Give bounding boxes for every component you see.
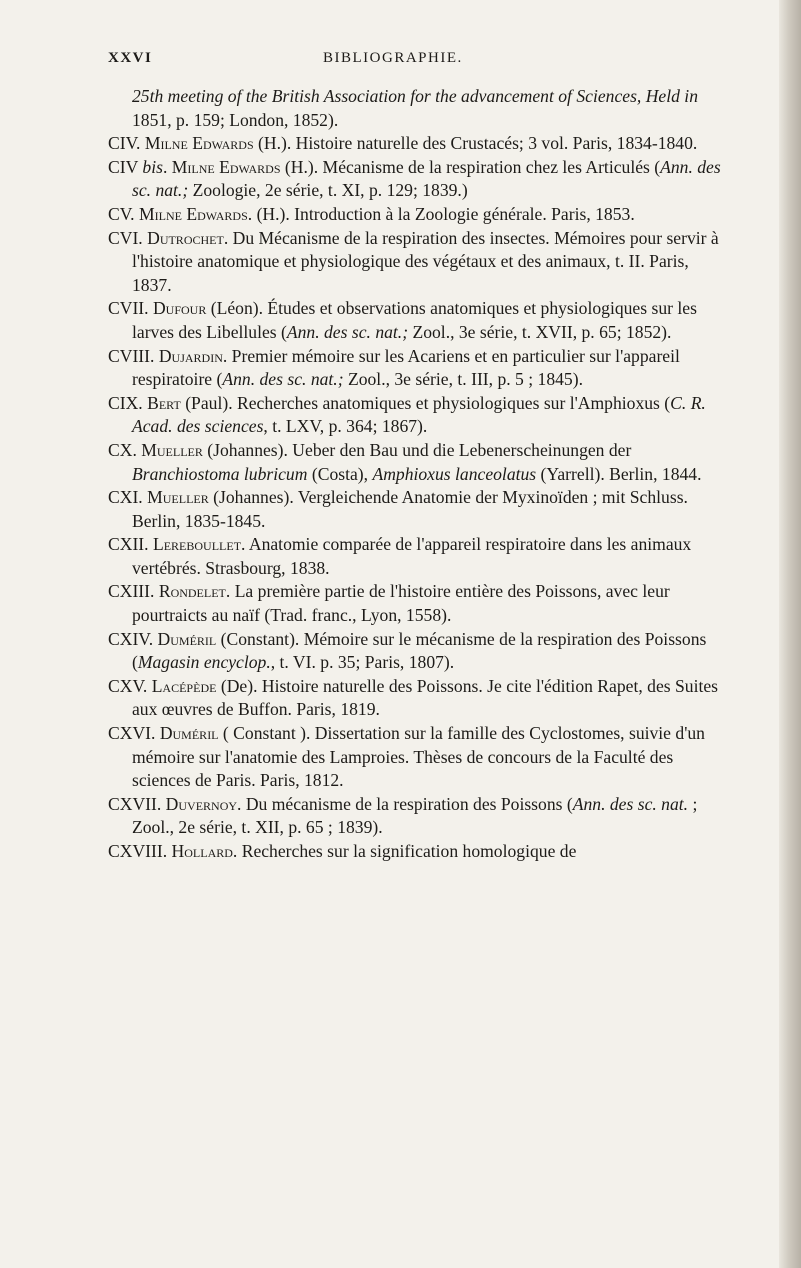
entry-author: Milne Edwards — [144, 133, 254, 154]
entry-text: 1851, p. 159; London, 1852). — [132, 109, 339, 130]
entry-number: CXI. — [108, 487, 148, 508]
entry-number: CV. — [108, 203, 139, 224]
bibliography-entry — [108, 486, 730, 533]
entry-text-italic: bis — [142, 156, 163, 177]
entry-text: (H.). Histoire naturelle des Crustacés; 3 vol. Paris, 1834-1840. — [253, 133, 698, 154]
entry-text-italic: Magasin encyclop. — [137, 652, 271, 673]
entry-author: Dujardin — [158, 345, 223, 366]
entry-number: CIV. — [108, 133, 145, 154]
entry-text-italic: 25th meeting of the British Association for the advancement of Sciences, Held in — [132, 86, 698, 106]
entry-text: . Premier mémoire sur les Acariens et en particulier sur l'appareil respiratoire ( — [132, 345, 680, 390]
entry-number: CXVI. — [108, 723, 160, 744]
bibliography-entry — [108, 85, 730, 132]
entry-text: (De). Histoire naturelle des Poissons. Je cite l'édition Rapet, des Suites aux œuvres de Buffon. Paris, 1819. — [132, 675, 719, 720]
bibliography-entry — [108, 840, 730, 864]
bibliography-entry — [108, 580, 730, 627]
entry-text-italic: C. R. Acad. des sciences — [132, 392, 706, 437]
page-header — [108, 50, 728, 76]
entry-text-italic: Ann. des sc. nat.; — [132, 156, 721, 201]
entry-text: Zoologie, 2e série, t. XI, p. 129; 1839.) — [188, 180, 468, 201]
entry-number: CXIV. — [108, 628, 158, 649]
bibliography-entry — [108, 345, 730, 392]
entry-author: Milne Edwards — [138, 203, 248, 224]
page-edge-shadow — [779, 0, 801, 1268]
entry-text-italic: Amphioxus lanceolatus — [372, 463, 537, 484]
entry-number: CXV. — [108, 675, 152, 696]
entry-author: Milne Edwards — [171, 156, 281, 177]
bibliography-entry — [108, 227, 730, 298]
entry-text: ( Constant ). Dissertation sur la famille des Cyclostomes, suivie d'un mémoire sur l'anatomie des Lamproies. Thèses de concours de la Faculté des sciences de Paris. Paris, 1812. — [132, 723, 705, 791]
entry-text-italic: Ann. des sc. nat.; — [286, 321, 409, 342]
entry-author: Mueller — [141, 439, 203, 460]
entry-text: ; Zool., 2e série, t. XII, p. 65 ; 1839). — [132, 793, 698, 838]
bibliography-entry — [108, 533, 730, 580]
entry-text: (Paul). Recherches anatomiques et physiologiques sur l'Amphioxus ( — [180, 392, 671, 413]
entry-text: . Anatomie comparée de l'appareil respiratoire dans les animaux vertébrés. Strasbourg, 1838. — [132, 534, 692, 578]
bibliography-entry — [108, 297, 730, 344]
entry-text: (Costa), — [307, 463, 373, 484]
entry-author: Bert — [147, 392, 181, 413]
page-number: XXVI — [108, 50, 153, 66]
entry-text-italic: Ann. des sc. nat.; — [222, 369, 344, 390]
entry-number: CXVII. — [108, 793, 166, 814]
bibliography-entry — [108, 203, 730, 227]
entry-text: (Constant). Mémoire sur le mécanisme de la respiration des Poissons ( — [132, 628, 707, 673]
entry-number: CXVIII. — [108, 841, 172, 861]
running-title: BIBLIOGRAPHIE. — [323, 50, 463, 66]
entry-text: . Recherches sur la signification homologique de — [232, 841, 577, 861]
entry-text: (H.). Mécanisme de la respiration chez les Articulés ( — [280, 156, 661, 177]
entry-author: Lacépède — [151, 675, 217, 696]
entry-text: (Yarrell). Berlin, 1844. — [536, 463, 702, 484]
entry-number: CVII. — [108, 298, 153, 319]
entry-text: , t. LXV, p. 364; 1867). — [263, 416, 428, 437]
entry-text: Zool., 3e série, t. III, p. 5 ; 1845). — [343, 369, 583, 390]
entry-text: . (H.). Introduction à la Zoologie générale. Paris, 1853. — [247, 203, 635, 224]
entry-number: CVI. — [108, 227, 148, 248]
entry-text: (Johannes). Ueber den Bau und die Lebenerscheinungen der — [202, 439, 632, 460]
bibliography-list — [108, 85, 730, 864]
entry-text: . Du Mécanisme de la respiration des insectes. Mémoires pour servir à l'histoire anatomique et physiologique des végétaux et des animaux, t. II. Paris, 1837. — [132, 227, 719, 295]
bibliography-entry — [108, 132, 730, 156]
entry-author: Duméril — [157, 628, 217, 649]
entry-number: CIV — [108, 156, 143, 177]
bibliography-entry — [108, 392, 730, 439]
entry-text: (Johannes). Vergleichende Anatomie der Myxinoïden ; mit Schluss. Berlin, 1835-1845. — [132, 487, 688, 531]
entry-number: CIX. — [108, 392, 148, 413]
entry-text: . — [162, 156, 172, 177]
entry-text: Zool., 3e série, t. XVII, p. 65; 1852). — [408, 321, 672, 342]
bibliography-entry — [108, 628, 730, 675]
bibliography-entry — [108, 439, 730, 486]
bibliography-entry — [108, 722, 730, 793]
entry-number: CXII. — [108, 534, 153, 555]
entry-number: CVIII. — [108, 345, 159, 366]
entry-number: CXIII. — [108, 581, 159, 602]
bibliography-entry — [108, 675, 730, 722]
entry-number: CX. — [108, 439, 142, 460]
entry-author: Rondelet — [158, 581, 226, 602]
entry-text: . Du mécanisme de la respiration des Poissons ( — [237, 793, 573, 814]
entry-text: (Léon). Études et observations anatomiques et physiologiques sur les larves des Libellules ( — [132, 298, 697, 342]
entry-text-italic: Branchiostoma lubricum — [132, 463, 308, 484]
bibliography-entry — [108, 793, 730, 840]
entry-author: Duvernoy — [165, 793, 238, 814]
entry-author: Duméril — [159, 723, 219, 744]
entry-author: Mueller — [147, 487, 209, 508]
entry-author: Dutrochet — [147, 227, 224, 248]
entry-text: . La première partie de l'histoire entière des Poissons, avec leur pourtraicts au naïf (Trad. franc., Lyon, 1558). — [132, 581, 670, 626]
entry-author: Hollard — [171, 841, 233, 861]
entry-text-italic: Ann. des sc. nat. — [572, 793, 689, 814]
entry-text: , t. VI. p. 35; Paris, 1807). — [270, 652, 455, 673]
entry-author: Dufour — [152, 298, 207, 319]
entry-author: Lereboullet — [152, 534, 242, 555]
bibliography-entry — [108, 156, 730, 203]
